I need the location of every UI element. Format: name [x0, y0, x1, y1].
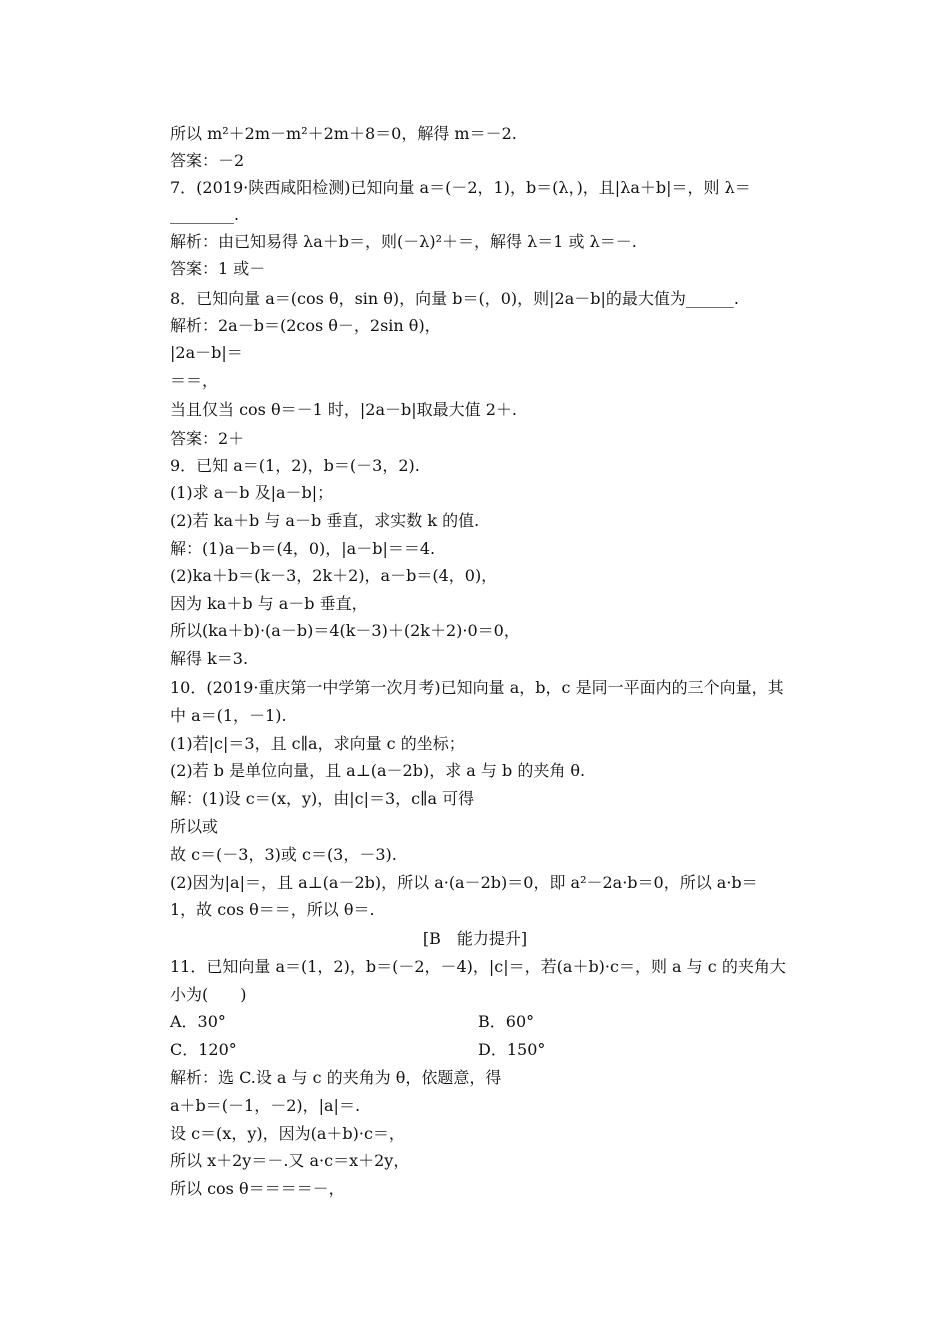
text-line: 当且仅当 cos θ＝－1 时，|2a－b|取最大值 2＋. — [170, 400, 517, 419]
text-line: 解析：选 C.设 a 与 c 的夹角为 θ，依题意，得 — [170, 1068, 502, 1087]
text-line: 所以 m²＋2m－m²＋2m＋8＝0，解得 m＝－2. — [170, 124, 517, 143]
section-heading: [B 能力提升] — [422, 929, 528, 948]
text-line: 1，故 cos θ＝＝，所以 θ＝. — [170, 900, 375, 919]
text-line: 10．(2019·重庆第一中学第一次月考)已知向量 a，b，c 是同一平面内的三个向量，其 — [170, 678, 784, 697]
text-line: ＝＝， — [170, 371, 219, 390]
text-line: 解析：由已知易得 λa＋b＝，则(－λ)²＋＝，解得 λ＝1 或 λ＝－. — [170, 232, 637, 251]
text-line: (2)ka＋b＝(k－3，2k＋2)，a－b＝(4，0)， — [170, 566, 498, 585]
text-line: 所以 x＋2y＝－.又 a·c＝x＋2y， — [170, 1151, 410, 1170]
text-line: 7．(2019·陕西咸阳检测)已知向量 a＝(－2，1)，b＝(λ，)，且|λa＋b|＝，则 λ＝ — [170, 178, 751, 197]
text-line: 所以 cos θ＝＝＝＝－， — [170, 1179, 345, 1198]
text-line: ________. — [170, 205, 240, 224]
text-line: (1)若|c|＝3，且 c∥a，求向量 c 的坐标； — [170, 734, 465, 753]
text-line: (2)因为|a|＝，且 a⊥(a－2b)，所以 a·(a－2b)＝0，即 a²－2a·b＝0，所以 a·b＝ — [170, 873, 758, 892]
text-line: (2)若 b 是单位向量，且 a⊥(a－2b)，求 a 与 b 的夹角 θ. — [170, 761, 586, 780]
option-a: A．30° — [170, 1012, 226, 1031]
text-line: 解：(1)设 c＝(x，y)，由|c|＝3，c∥a 可得 — [170, 789, 475, 808]
text-line: 因为 ka＋b 与 a－b 垂直， — [170, 594, 368, 613]
text-line: 解：(1)a－b＝(4，0)，|a－b|＝＝4. — [170, 539, 436, 558]
text-line: 所以(ka＋b)·(a－b)＝4(k－3)＋(2k＋2)·0＝0， — [170, 621, 520, 640]
text-line: 解析：2a－b＝(2cos θ－，2sin θ)， — [170, 316, 441, 335]
text-line: 8．已知向量 a＝(cos θ，sin θ)，向量 b＝(，0)，则|2a－b|的最大值为______. — [170, 289, 739, 308]
text-line: 小为( ) — [170, 985, 247, 1004]
text-line: a＋b＝(－1，－2)，|a|＝. — [170, 1096, 361, 1115]
text-line: (2)若 ka＋b 与 a－b 垂直，求实数 k 的值. — [170, 511, 480, 530]
text-line: |2a－b|＝ — [170, 343, 243, 362]
text-line: 11．已知向量 a＝(1，2)，b＝(－2，－4)，|c|＝，若(a＋b)·c＝，则 a 与 c 的夹角大 — [170, 957, 786, 976]
text-line: 故 c＝(－3，3)或 c＝(3，－3). — [170, 845, 397, 864]
option-d: D．150° — [478, 1040, 546, 1059]
text-line: 中 a＝(1，－1). — [170, 706, 287, 725]
text-line: 答案：1 或－ — [170, 259, 266, 278]
text-line: 9．已知 a＝(1，2)，b＝(－3，2). — [170, 456, 420, 475]
text-line: (1)求 a－b 及|a－b|； — [170, 483, 334, 502]
text-line: 答案：2＋ — [170, 429, 245, 448]
option-b: B．60° — [478, 1012, 535, 1031]
text-line: 所以或 — [170, 817, 219, 836]
text-line: 设 c＝(x，y)，因为(a＋b)·c＝， — [170, 1124, 405, 1143]
option-c: C．120° — [170, 1040, 237, 1059]
text-line: 解得 k＝3. — [170, 649, 249, 668]
text-line: 答案：－2 — [170, 151, 245, 170]
